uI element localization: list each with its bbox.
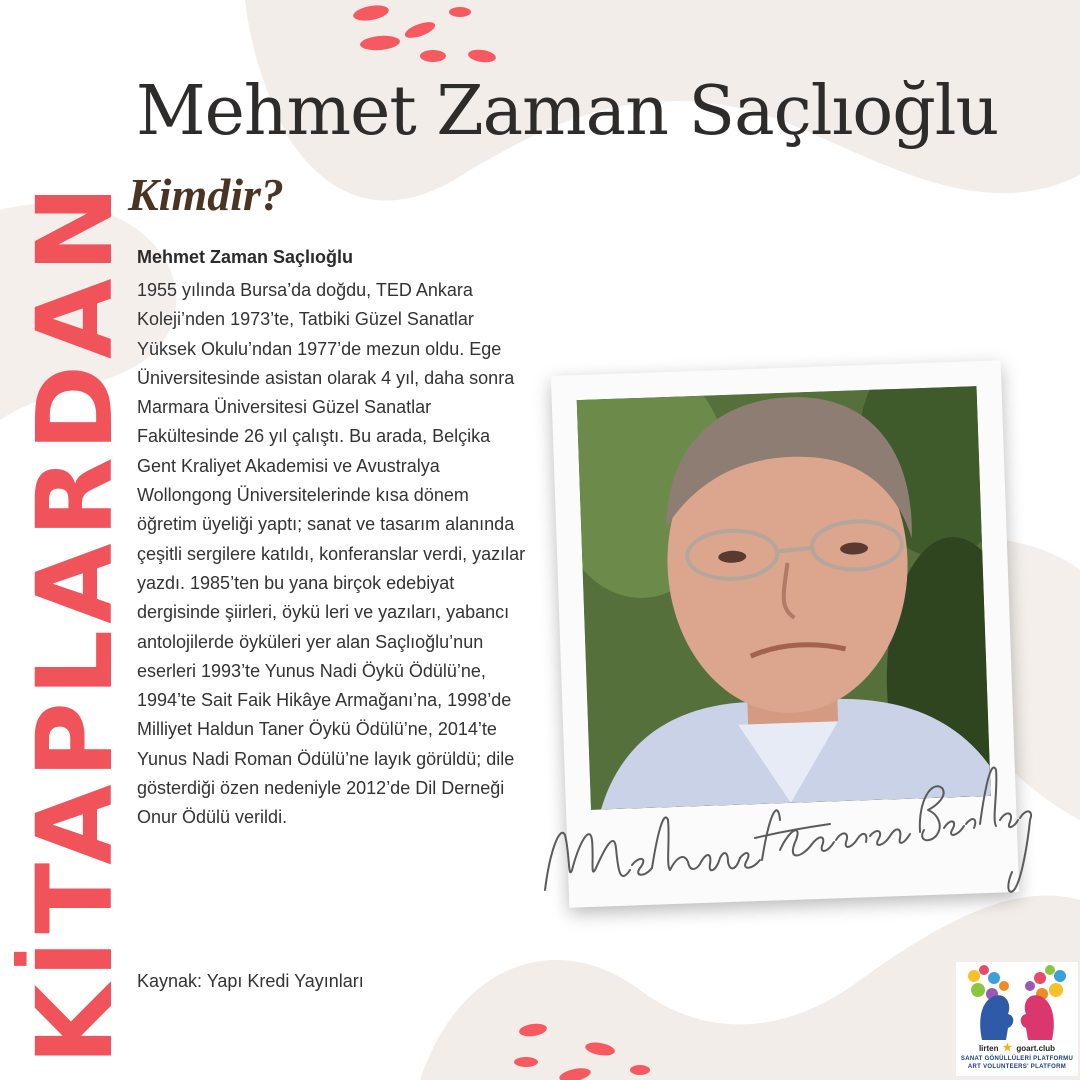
platform-logo	[956, 962, 1078, 1076]
source-credit: Kaynak: Yapı Kredi Yayınları	[137, 971, 364, 991]
logo-tagline-en: ART VOLUNTEERS' PLATFORM	[967, 1064, 1067, 1070]
bio-text: 1955 yılında Bursa’da doğdu, TED Ankara Koleji’nden 1973’te, Tatbiki Güzel Sanatlar Yüksek Okulu’ndan 1977’de mezun oldu. Ege Üniversitesinde asistan olarak 4 yıl, daha sonra Marmara Üniversitesi Güzel Sanatlar Fakültesinde 26 yıl çalıştı. Bu arada, Belçika Gent Kraliyet Akademisi ve Avustralya Wollongong Üniversitelerinde kısa dönem öğretim üyeliği yaptı; sanat ve tasarım alanında çeşitli sergilere katıldı, konferanslar verdi, yazılar yazdı. 1985’ten bu yana birçok edebiyat dergisinde şiirleri, öykü leri ve yazıları, yabancı antolojilerde öyküleri yer alan Saçlıoğlu’nun eserleri 1993’te Yunus Nadi Öykü Ödülü’ne, 1994’te Sait Faik Hikâye Armağanı’na, 1998’de Milliyet Haldun Taner Öykü Ödülü’ne, 2014’te Yunus Nadi Roman Ödülü’ne layık görüldü; dile gösterdiği özen nedeniyle 2012’de Dil Derneği Onur Ödülü verildi.	[137, 280, 526, 828]
vertical-title-wrapper	[14, 80, 136, 1065]
star-icon: ★	[1002, 1042, 1013, 1054]
signature	[540, 740, 1040, 930]
logo-tagline-tr: SANAT GÖNÜLLÜLERİ PLATFORMU	[960, 1056, 1074, 1062]
logo-right-text: goart.club	[1016, 1043, 1056, 1053]
bio-name: Mehmet Zaman Saçlıoğlu	[137, 247, 354, 267]
page-subtitle: Kimdir?	[128, 169, 284, 220]
logo-left-text: lirten	[978, 1043, 999, 1053]
logo-wordmark	[956, 1043, 1078, 1053]
page-title: Mehmet Zaman Saçlıoğlu	[136, 72, 999, 151]
logo-heads-icon	[964, 962, 1070, 1042]
vertical-title: KİTAPLARDAN	[14, 179, 136, 1065]
